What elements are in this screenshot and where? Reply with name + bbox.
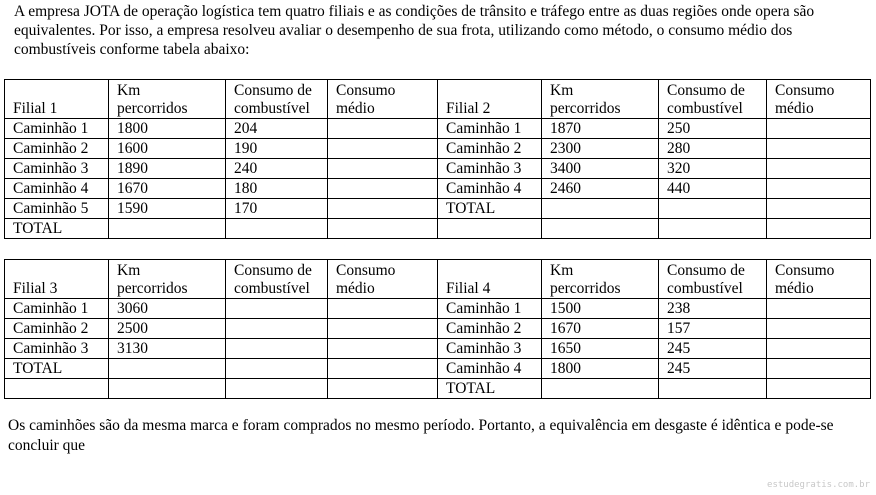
filial1-truck-name: Caminhão 2 [5,139,109,159]
table-row [5,179,871,199]
filial-3-4-table [4,259,871,399]
filial3-header-km-line2: percorridos [117,280,188,297]
filial3-truck-name: Caminhão 3 [5,339,109,359]
filial4-total-km [542,379,659,399]
filial1-truck-fuel: 170 [226,199,328,219]
filial2-truck-avg [767,119,871,139]
filial1-header-km [109,80,226,119]
filial2-truck-avg [767,159,871,179]
filial1-truck-avg [328,159,438,179]
filial3-truck-km: 2500 [109,319,226,339]
filial3-header-fuel [226,260,328,299]
filial3-total-km [109,359,226,379]
filial3-truck-fuel [226,339,328,359]
filial3-header-km-line1: Km [117,262,141,279]
filial3-total-avg [328,359,438,379]
filial1-header-avg-line1: Consumo [336,82,396,99]
filial3-header-avg-line1: Consumo [336,262,396,279]
filial3-header-avg-line2: médio [336,280,375,297]
filial1-truck-name: Caminhão 3 [5,159,109,179]
filial4-truck-name: Caminhão 2 [438,319,542,339]
filial1-header-km-line2: percorridos [117,100,188,117]
filial4-truck-km: 1650 [542,339,659,359]
filial2-label: Filial 2 [438,80,542,119]
filial4-truck-name: Caminhão 1 [438,299,542,319]
filial4-truck-avg [767,299,871,319]
filial4-header-fuel-line2: combustível [667,280,743,297]
filial3-truck-name: Caminhão 2 [5,319,109,339]
filial2-header-avg-line1: Consumo [775,82,835,99]
filial2-truck-km: 2460 [542,179,659,199]
filial4-header-km-line2: percorridos [550,280,621,297]
filial2-truck-name: Caminhão 4 [438,179,542,199]
filial2-truck-name: Caminhão 2 [438,139,542,159]
filial1-truck-km: 1590 [109,199,226,219]
filial3-truck-avg [328,319,438,339]
filial4-header-km [542,260,659,299]
filial4-header-avg-line1: Consumo [775,262,835,279]
filial2-header-avg-line2: médio [775,100,814,117]
filial2-header-fuel-line2: combustível [667,100,743,117]
filial1-truck-km: 1800 [109,119,226,139]
filial1-truck-avg [328,199,438,219]
filial4-label: Filial 4 [438,260,542,299]
filial3-gap [226,379,328,399]
filial3-truck-avg [328,299,438,319]
filial1-truck-avg [328,179,438,199]
filial1-truck-fuel: 204 [226,119,328,139]
filial1-truck-fuel: 180 [226,179,328,199]
filial2-gap [438,219,542,239]
filial3-gap [328,379,438,399]
filial4-truck-fuel: 245 [659,359,767,379]
filial2-total-km [542,199,659,219]
table-row [5,139,871,159]
table-row [5,339,871,359]
filial1-truck-name: Caminhão 1 [5,119,109,139]
filial2-truck-fuel: 440 [659,179,767,199]
filial3-truck-fuel [226,319,328,339]
filial4-truck-name: Caminhão 3 [438,339,542,359]
filial1-header-fuel-line1: Consumo de [234,82,312,99]
filial2-gap [659,219,767,239]
filial2-truck-fuel: 250 [659,119,767,139]
filial4-header-fuel-line1: Consumo de [667,262,745,279]
filial1-header-avg [328,80,438,119]
filial1-truck-km: 1890 [109,159,226,179]
filial3-header-fuel-line1: Consumo de [234,262,312,279]
filial1-truck-km: 1670 [109,179,226,199]
filial2-truck-fuel: 280 [659,139,767,159]
filial4-truck-fuel: 245 [659,339,767,359]
filial3-gap [5,379,109,399]
table-row [5,299,871,319]
conclusion-paragraph: Os caminhões são da mesma marca e foram comprados no mesmo período. Portanto, a equivalência em desgaste é idêntica e pode-se concluir que [8,417,834,454]
filial1-truck-fuel: 240 [226,159,328,179]
filial1-total-avg [328,219,438,239]
filial4-truck-avg [767,359,871,379]
filial2-total-label: TOTAL [438,199,542,219]
filial2-truck-name: Caminhão 1 [438,119,542,139]
watermark: estudegratis.com.br [767,480,870,490]
filial4-header-fuel [659,260,767,299]
filial4-truck-fuel: 157 [659,319,767,339]
filial1-total-label: TOTAL [5,219,109,239]
filial3-gap [109,379,226,399]
filial1-total-km [109,219,226,239]
filial4-truck-fuel: 238 [659,299,767,319]
filial1-header-avg-line2: médio [336,100,375,117]
filial3-total-label: TOTAL [5,359,109,379]
filial4-truck-km: 1500 [542,299,659,319]
filial1-truck-name: Caminhão 5 [5,199,109,219]
filial1-truck-name: Caminhão 4 [5,179,109,199]
filial2-truck-km: 1870 [542,119,659,139]
filial1-header-fuel-line2: combustível [234,100,310,117]
filial3-truck-km: 3130 [109,339,226,359]
filial2-truck-km: 2300 [542,139,659,159]
filial4-header-avg [767,260,871,299]
table-row [5,119,871,139]
filial3-header-avg [328,260,438,299]
filial4-header-km-line1: Km [550,262,574,279]
filial2-header-avg [767,80,871,119]
filial3-label: Filial 3 [5,260,109,299]
table-row [5,159,871,179]
table-row [5,199,871,219]
filial4-truck-km: 1800 [542,359,659,379]
filial1-header-km-line1: Km [117,82,141,99]
filial1-truck-km: 1600 [109,139,226,159]
filial1-total-fuel [226,219,328,239]
filial4-truck-km: 1670 [542,319,659,339]
filial4-total-label: TOTAL [438,379,542,399]
filial1-truck-avg [328,139,438,159]
filial3-header-fuel-line2: combustível [234,280,310,297]
filial4-truck-avg [767,339,871,359]
filial3-truck-name: Caminhão 1 [5,299,109,319]
filial3-header-km [109,260,226,299]
filial3-total-fuel [226,359,328,379]
filial2-truck-km: 3400 [542,159,659,179]
filial2-truck-name: Caminhão 3 [438,159,542,179]
filial2-total-fuel [659,199,767,219]
filial2-header-km [542,80,659,119]
intro-paragraph: A empresa JOTA de operação logística tem quatro filiais e as condições de trânsito e tráfego entre as duas regiões onde opera são equivalentes. Por isso, a empresa resolveu avaliar o desempenho de sua frota, utilizando como método, o consumo médio dos combustíveis conforme tabela abaixo: [14,3,815,58]
filial4-truck-name: Caminhão 4 [438,359,542,379]
filial2-gap [542,219,659,239]
filial1-label: Filial 1 [5,80,109,119]
filial3-truck-avg [328,339,438,359]
filial4-total-fuel [659,379,767,399]
filial2-truck-fuel: 320 [659,159,767,179]
filial1-truck-fuel: 190 [226,139,328,159]
filial2-gap [767,219,871,239]
filial2-header-km-line1: Km [550,82,574,99]
filial2-header-km-line2: percorridos [550,100,621,117]
filial2-header-fuel [659,80,767,119]
table-row [5,359,871,379]
filial2-truck-avg [767,179,871,199]
filial3-truck-fuel [226,299,328,319]
filial2-total-avg [767,199,871,219]
filial4-total-avg [767,379,871,399]
filial4-header-avg-line2: médio [775,280,814,297]
filial4-truck-avg [767,319,871,339]
filial3-truck-km: 3060 [109,299,226,319]
filial1-header-fuel [226,80,328,119]
filial2-truck-avg [767,139,871,159]
table-row [5,319,871,339]
filial2-header-fuel-line1: Consumo de [667,82,745,99]
filial-1-2-table [4,79,871,239]
filial1-truck-avg [328,119,438,139]
